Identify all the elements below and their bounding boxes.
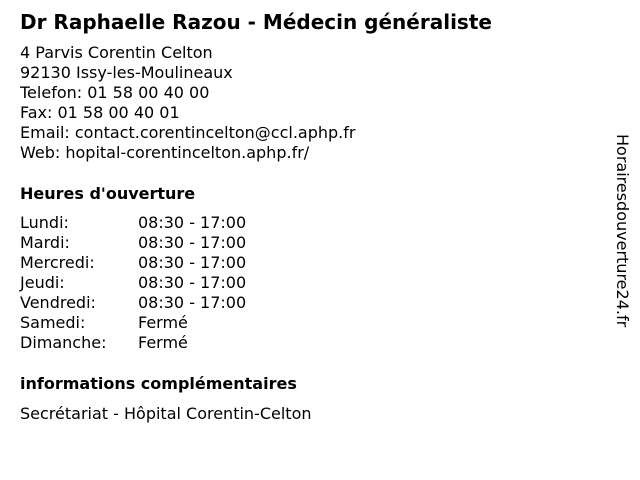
info-text: Secrétariat - Hôpital Corentin-Celton bbox=[20, 404, 312, 423]
day-label: Mardi: bbox=[20, 233, 70, 252]
hours-row-dimanche bbox=[20, 333, 320, 353]
address-line-2: 92130 Issy-les-Moulineaux bbox=[20, 63, 233, 82]
opening-hours-list bbox=[20, 213, 320, 353]
site-watermark bbox=[612, 134, 632, 374]
hours-row-jeudi bbox=[20, 273, 320, 293]
day-label: Vendredi: bbox=[20, 293, 96, 312]
hours-row-lundi bbox=[20, 213, 320, 233]
phone-number: Telefon: 01 58 00 40 00 bbox=[20, 83, 210, 102]
page-title: Dr Raphaelle Razou - Médecin généraliste bbox=[20, 10, 492, 34]
day-label: Mercredi: bbox=[20, 253, 95, 272]
fax-number: Fax: 01 58 00 40 01 bbox=[20, 103, 180, 122]
web-label: Web: bbox=[20, 143, 66, 162]
web-row bbox=[20, 143, 355, 163]
day-label: Samedi: bbox=[20, 313, 86, 332]
day-time: 08:30 - 17:00 bbox=[138, 293, 247, 312]
hours-row-mardi bbox=[20, 233, 320, 253]
day-time: Fermé bbox=[138, 333, 188, 352]
day-time: Fermé bbox=[138, 313, 188, 332]
address-line-1: 4 Parvis Corentin Celton bbox=[20, 43, 213, 62]
day-label: Lundi: bbox=[20, 213, 69, 232]
hours-row-samedi bbox=[20, 313, 320, 333]
email-row bbox=[20, 123, 355, 143]
hours-row-vendredi bbox=[20, 293, 320, 313]
watermark-text: Horairesdouverture24.fr bbox=[613, 134, 632, 328]
day-time: 08:30 - 17:00 bbox=[138, 233, 247, 252]
hours-row-mercredi bbox=[20, 253, 320, 273]
day-label: Jeudi: bbox=[20, 273, 65, 292]
day-label: Dimanche: bbox=[20, 333, 107, 352]
day-time: 08:30 - 17:00 bbox=[138, 273, 247, 292]
hours-heading: Heures d'ouverture bbox=[20, 184, 196, 203]
day-time: 08:30 - 17:00 bbox=[138, 213, 247, 232]
email-link[interactable]: contact.corentincelton@ccl.aphp.fr bbox=[74, 123, 356, 142]
contact-block bbox=[20, 43, 355, 163]
email-label: Email: bbox=[20, 123, 75, 142]
info-heading: informations complémentaires bbox=[20, 374, 297, 393]
day-time: 08:30 - 17:00 bbox=[138, 253, 247, 272]
web-link[interactable]: hopital-corentincelton.aphp.fr/ bbox=[65, 143, 310, 162]
